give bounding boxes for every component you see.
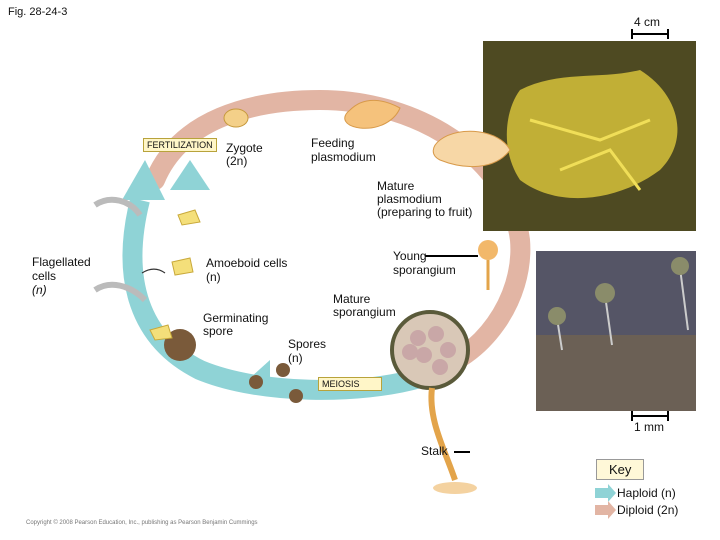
- zygote-label: Zygote: [226, 141, 263, 155]
- fertilization-label: FERTILIZATION: [143, 138, 217, 152]
- diploid-key-label: Diploid (2n): [617, 503, 679, 517]
- mature-sporangium-label-2: sporangium: [333, 305, 396, 319]
- mature-plasmodium-label-2: plasmodium: [377, 192, 442, 206]
- haploid-key-arrow: [595, 484, 616, 502]
- interconversion-arrow: [142, 269, 165, 273]
- copyright: Copyright © 2008 Pearson Education, Inc., publishing as Pearson Benjamin Cummings: [26, 520, 258, 526]
- amoeboid-label-1: Amoeboid cells: [206, 256, 288, 270]
- amoeboid-label-2: (n): [206, 270, 221, 284]
- mature-sporangium-label-1: Mature: [333, 292, 371, 306]
- sporangia-photo-ground: [536, 335, 696, 411]
- haploid-key-label: Haploid (n): [617, 486, 676, 500]
- scale-bottom-label: 1 mm: [634, 420, 664, 434]
- figure-label: Fig. 28-24-3: [8, 6, 68, 18]
- young-sporangium-label-2: sporangium: [393, 263, 456, 277]
- young-sporangium-illustration: [478, 240, 498, 260]
- zygote-cell: [224, 109, 248, 127]
- diploid-key-arrow: [595, 501, 616, 519]
- spore-1: [249, 375, 263, 389]
- feeding-plasmodium-label-2: plasmodium: [311, 150, 376, 164]
- feeding-plasmodium-label-1: Feeding: [311, 136, 355, 150]
- meiosis-label: MEIOSIS: [318, 377, 382, 391]
- spore-3: [289, 389, 303, 403]
- sporangium-photo-1: [548, 307, 566, 325]
- scale-top-label: 4 cm: [634, 15, 661, 29]
- sporangium-photo-3: [671, 257, 689, 275]
- stalk-base: [433, 482, 477, 494]
- amoeboid-cell-1: [178, 210, 200, 225]
- haploid-arrowhead-top: [170, 160, 210, 190]
- spores-label-2: (n): [288, 351, 303, 365]
- amoeboid-cell-2: [172, 258, 193, 275]
- spore-2: [276, 363, 290, 377]
- flagellated-label-3: (n): [32, 283, 47, 297]
- sporangium-photo-2: [595, 283, 615, 303]
- stalk-illustration: [431, 388, 455, 480]
- flagellated-label-1: Flagellated: [32, 255, 91, 269]
- flagellated-label-2: cells: [32, 269, 57, 283]
- germinating-label-1: Germinating: [203, 311, 269, 325]
- key-title: Key: [596, 459, 644, 480]
- germinating-label-2: spore: [203, 324, 234, 338]
- mature-plasmodium-label-1: Mature: [377, 179, 415, 193]
- stalk-label: Stalk: [421, 444, 448, 458]
- zygote-ploidy: (2n): [226, 154, 248, 168]
- young-sporangium-label-1: Young: [393, 249, 427, 263]
- mature-plasmodium-label-3: (preparing to fruit): [377, 205, 473, 219]
- spores-label-1: Spores: [288, 337, 327, 351]
- haploid-cycle-arrow: [133, 200, 421, 390]
